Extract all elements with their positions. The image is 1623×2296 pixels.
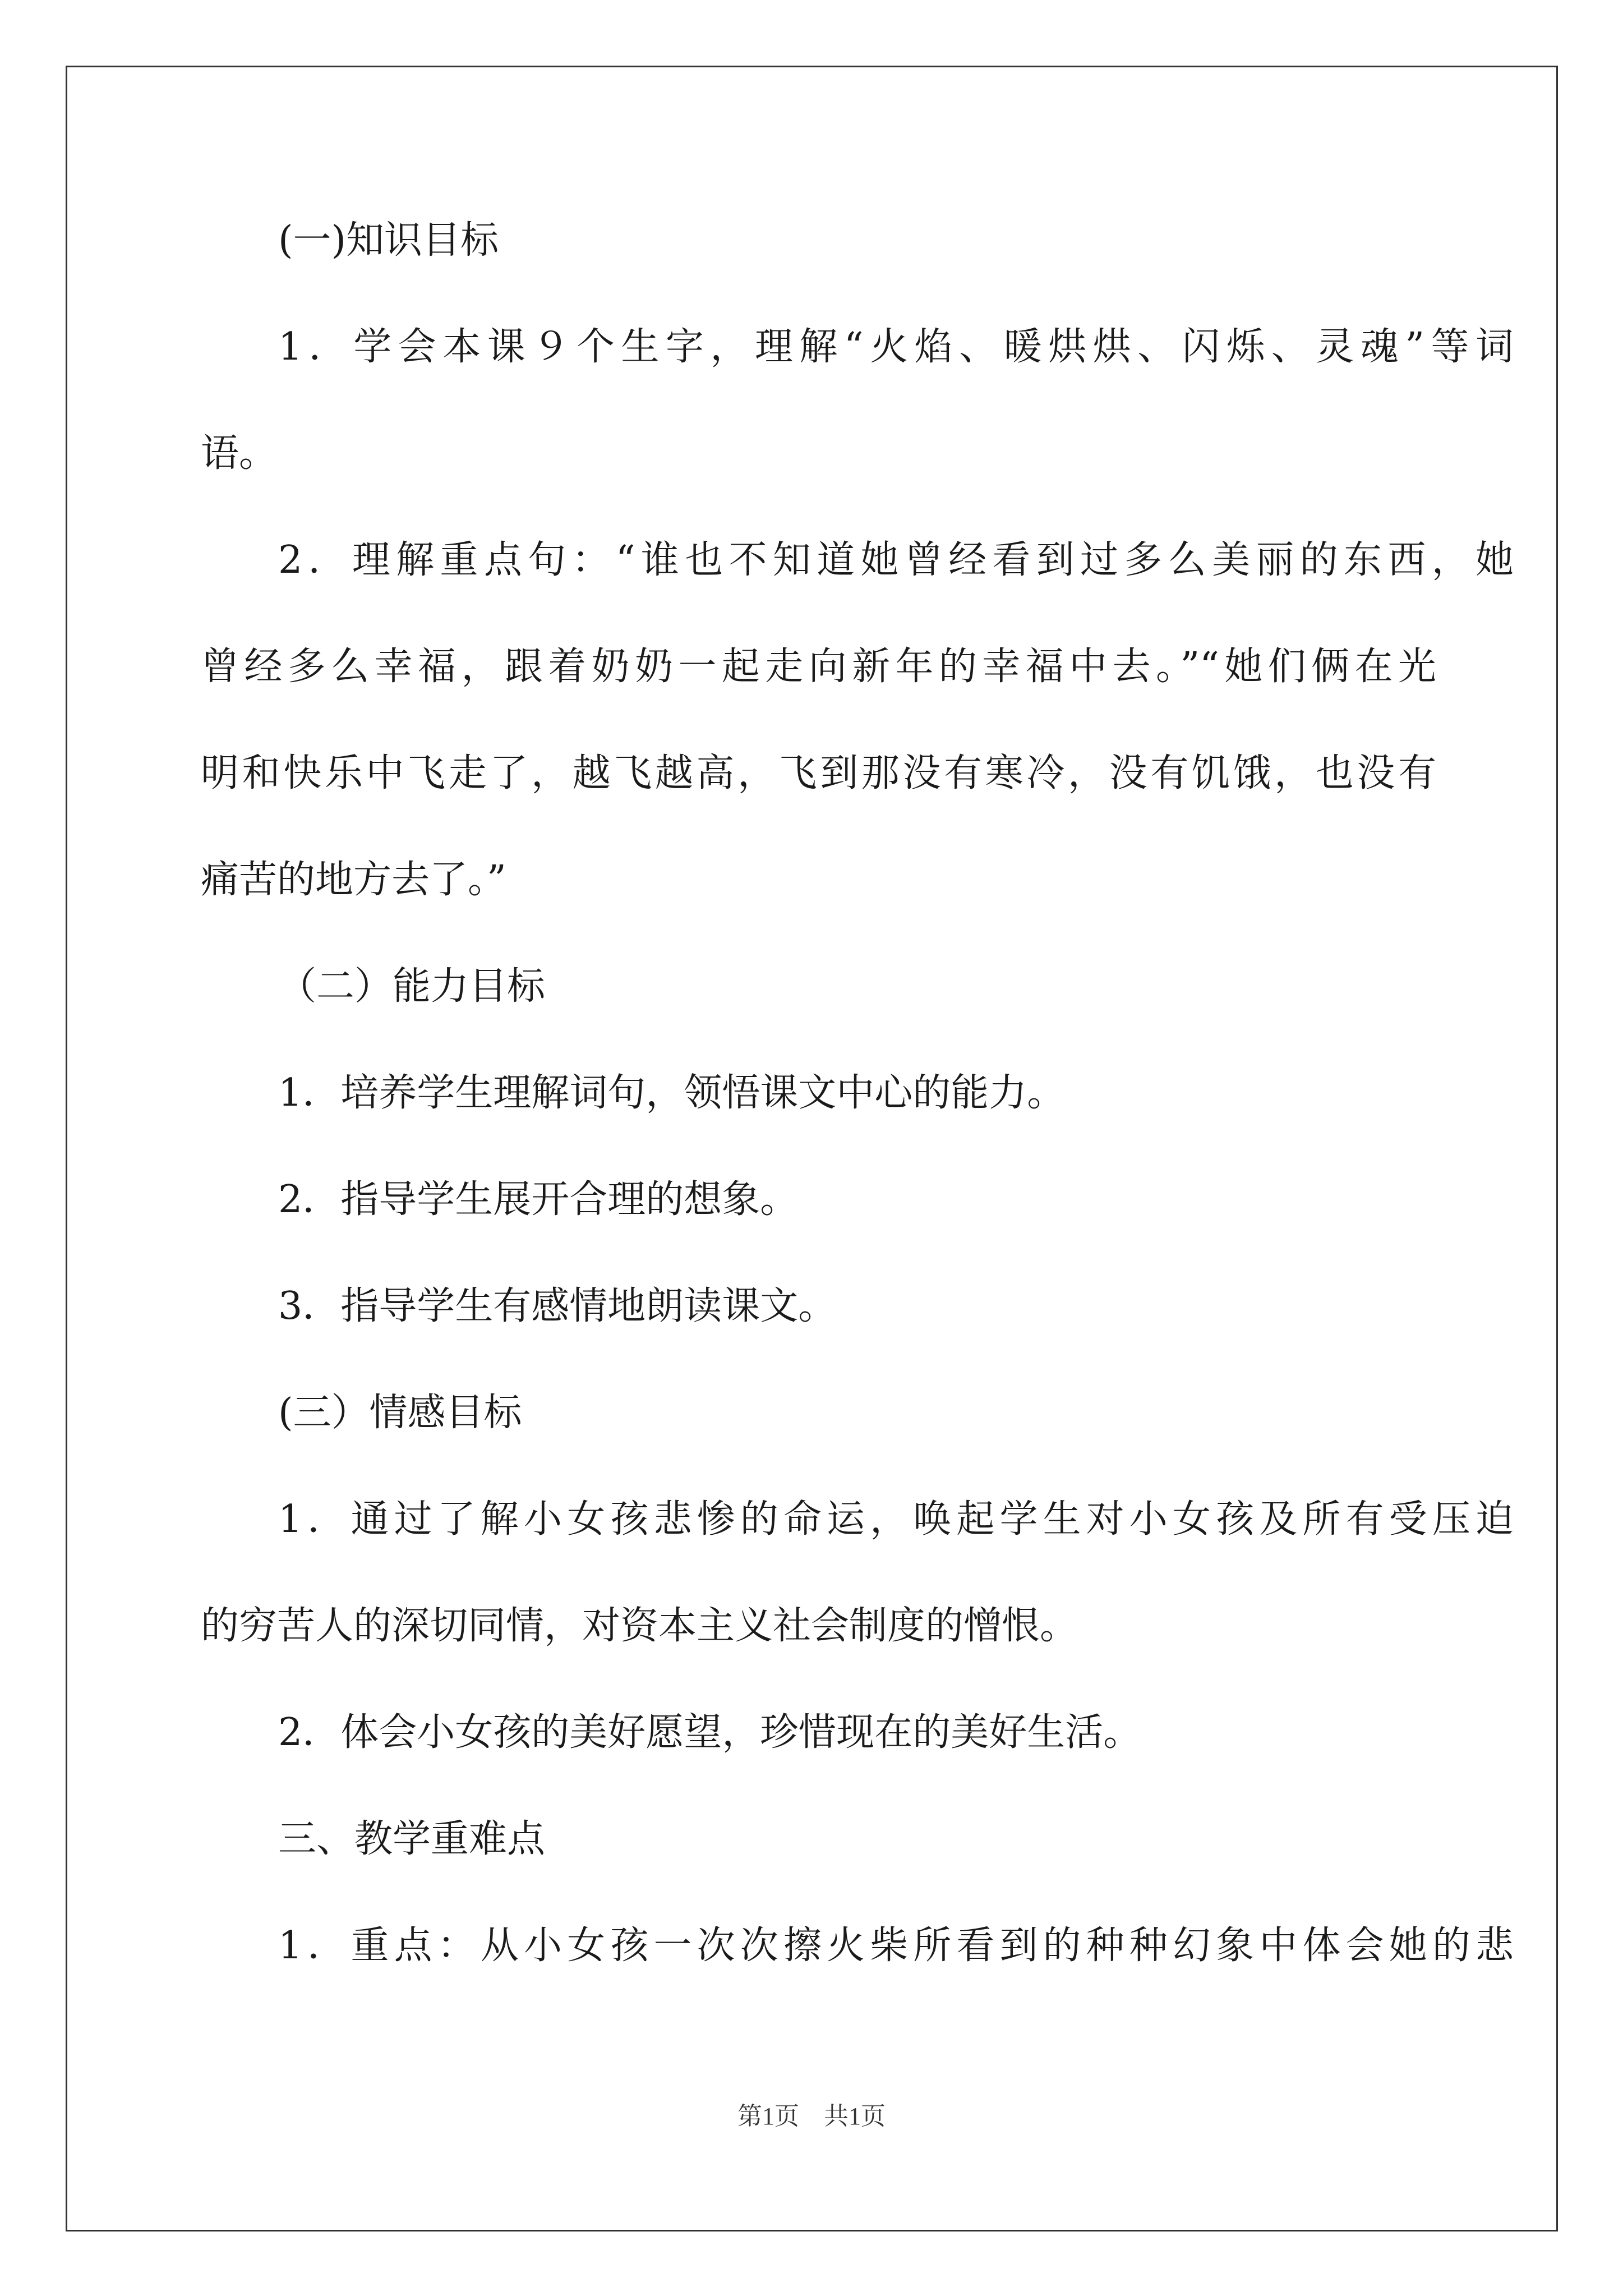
paragraph-line: 1．培养学生理解词句，领悟课文中心的能力。 [278, 1071, 1066, 1115]
paragraph-line: 2．理解重点句：“谁也不知道她曾经看到过多么美丽的东西，她 [278, 538, 1514, 582]
paragraph-line: 语。 [201, 431, 278, 476]
paragraph-line: 痛苦的地方去了。” [201, 858, 506, 902]
paragraph-line: 2．体会小女孩的美好愿望，珍惜现在的美好生活。 [278, 1710, 1142, 1755]
heading-key-difficulties: 三、教学重难点 [278, 1817, 546, 1861]
heading-knowledge-goals: (一)知识目标 [278, 218, 499, 263]
heading-emotion-goals: (三）情感目标 [278, 1391, 522, 1435]
paragraph-line: 1．通过了解小女孩悲惨的命运，唤起学生对小女孩及所有受压迫 [278, 1497, 1514, 1542]
paragraph-line: 1．重点：从小女孩一次次擦火柴所看到的种种幻象中体会她的悲 [278, 1924, 1514, 1968]
paragraph-line: 2．指导学生展开合理的想象。 [278, 1177, 799, 1222]
heading-ability-goals: （二）能力目标 [278, 964, 546, 1009]
paragraph-line: 3．指导学生有感情地朗读课文。 [278, 1284, 837, 1328]
paragraph-line: 明和快乐中飞走了，越飞越高，飞到那没有寒冷，没有饥饿，也没有 [201, 751, 1436, 795]
page-number-footer: 第1页 共1页 [737, 2102, 886, 2130]
paragraph-line: 曾经多么幸福，跟着奶奶一起走向新年的幸福中去。”“她们俩在光 [201, 645, 1436, 689]
page-border [66, 66, 1558, 2231]
paragraph-line: 的穷苦人的深切同情，对资本主义社会制度的憎恨。 [201, 1604, 1078, 1648]
paragraph-line: 1．学会本课９个生字，理解“火焰、暖烘烘、闪烁、灵魂”等词 [278, 325, 1514, 369]
